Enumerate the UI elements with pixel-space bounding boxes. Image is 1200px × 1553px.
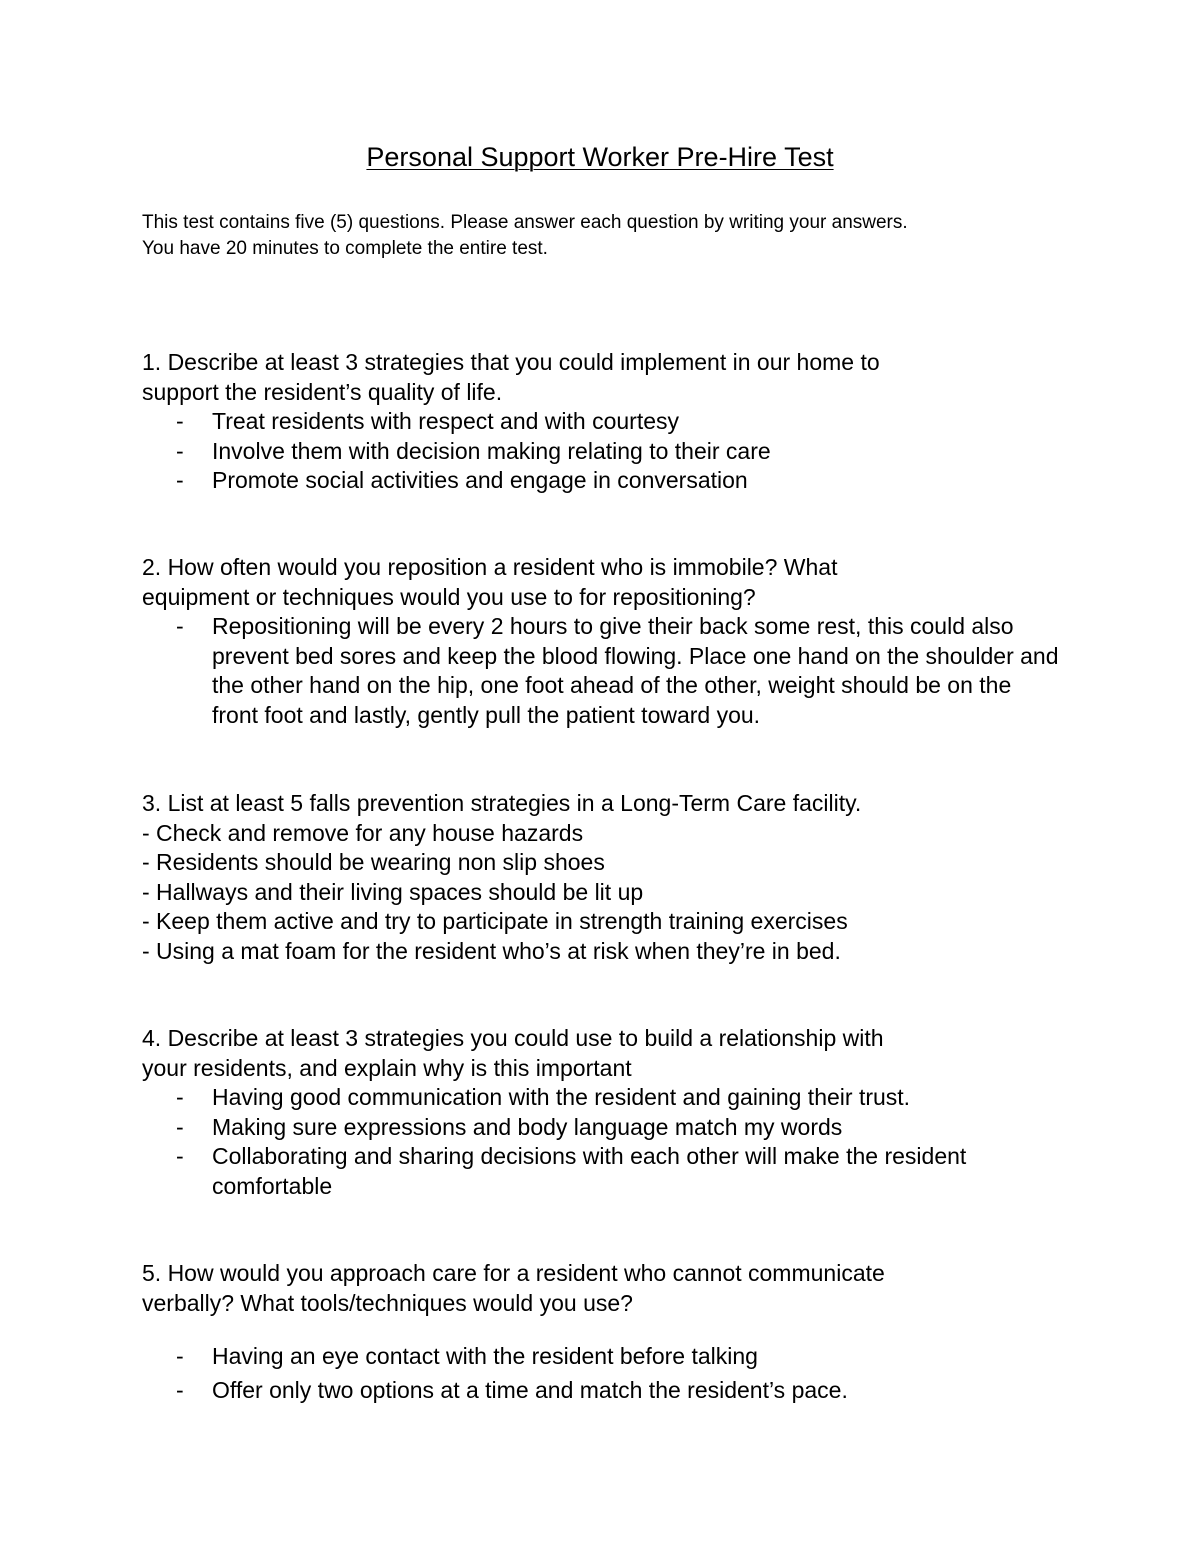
question-text: 2. How often would you reposition a resident who is immobile? What [142, 554, 838, 580]
instructions [142, 210, 908, 262]
answer-text: - Keep them active and try to participate in strength training exercises [142, 908, 848, 934]
instructions-line: You have 20 minutes to complete the entire test. [142, 238, 548, 259]
bullet-dash: - [176, 408, 184, 434]
bullet-dash: - [176, 467, 184, 493]
page-title: Personal Support Worker Pre-Hire Test [366, 142, 834, 172]
question-3 [142, 789, 861, 966]
answer-item [142, 1142, 1062, 1201]
question-text: 1. Describe at least 3 strategies that you could implement in our home to [142, 349, 880, 375]
answer-item [142, 1113, 1062, 1143]
question-2 [142, 553, 1062, 730]
bullet-dash: - [176, 1113, 184, 1140]
question-text: 4. Describe at least 3 strategies you could use to build a relationship with [142, 1025, 884, 1051]
question-text: 3. List at least 5 falls prevention strategies in a Long-Term Care facility. [142, 790, 862, 816]
bullet-dash: - [176, 1143, 184, 1169]
answer-item [142, 407, 1062, 437]
question-5 [142, 1259, 1062, 1405]
answer-item [142, 612, 1062, 730]
answer-text: Collaborating and sharing decisions with each other will make the resident comfortable [212, 1143, 967, 1199]
answer-text: Involve them with decision making relating to their care [212, 437, 771, 464]
bullet-dash: - [176, 1084, 184, 1110]
answer-text: Promote social activities and engage in conversation [212, 467, 748, 493]
question-text: verbally? What tools/techniques would you use? [142, 1289, 633, 1316]
answer-item [142, 1342, 1062, 1372]
answer-item [142, 437, 1062, 467]
answer-text: Treat residents with respect and with courtesy [212, 408, 680, 434]
answer-text: Having good communication with the resident and gaining their trust. [212, 1084, 911, 1110]
answer-text: - Using a mat foam for the resident who’s at risk when they’re in bed. [142, 937, 841, 964]
question-4 [142, 1024, 1062, 1201]
answer-text: Offer only two options at a time and match the resident’s pace. [212, 1376, 848, 1403]
answer-item [142, 1376, 1062, 1406]
answer-text: Having an eye contact with the resident before talking [212, 1343, 758, 1369]
question-text: support the resident’s quality of life. [142, 378, 503, 405]
question-text: your residents, and explain why is this important [142, 1054, 632, 1081]
bullet-dash: - [176, 613, 184, 639]
question-text: 5. How would you approach care for a resident who cannot communicate [142, 1260, 885, 1286]
bullet-dash: - [176, 1343, 184, 1369]
answer-text: Making sure expressions and body language match my words [212, 1113, 843, 1140]
instructions-line: This test contains five (5) questions. Please answer each question by writing your answers. [142, 212, 908, 233]
answer-text: - Hallways and their living spaces should be lit up [142, 878, 644, 905]
answer-item [142, 466, 1062, 496]
question-1 [142, 348, 1062, 496]
bullet-dash: - [176, 1376, 184, 1403]
answer-text: - Check and remove for any house hazards [142, 819, 584, 846]
bullet-dash: - [176, 437, 184, 464]
answer-text: Repositioning will be every 2 hours to give their back some rest, this could also prevent bed sores and keep the blood flowing. Place one hand on the shoulder and the other hand on the hip, one foot ahead of the other, weight should be on the front foot and lastly, gently pull the patient toward you. [212, 613, 1059, 728]
answer-item [142, 1083, 1062, 1113]
answer-text: - Residents should be wearing non slip shoes [142, 849, 605, 875]
question-text: equipment or techniques would you use to for repositioning? [142, 583, 756, 610]
